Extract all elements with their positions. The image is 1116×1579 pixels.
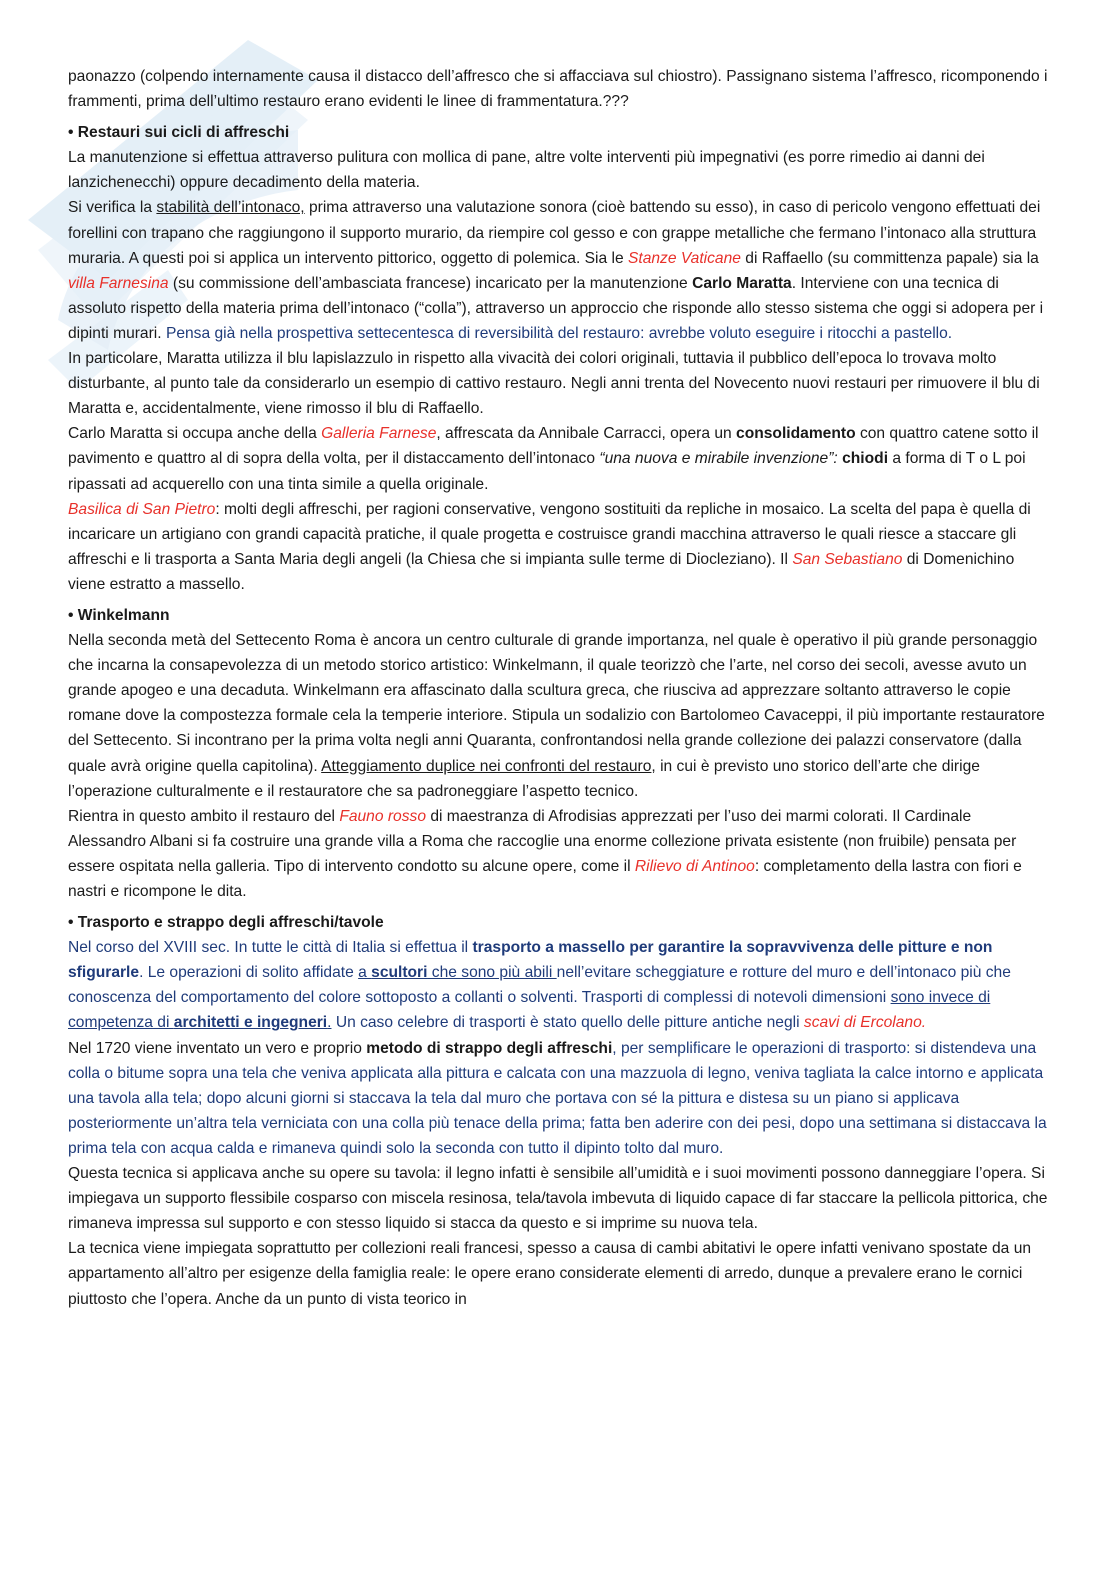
paragraph: Questa tecnica si applicava anche su opere su tavola: il legno infatti è sensibile all’umidità e i suoi movimenti possono danneggiare l’opera. Si impiegava un supporto flessibile cosparso con miscela resinosa, tela/tavola imbevuta di liquido capace di far staccare la pellicola pittorica, che rimaneva impressa sul supporto e con stesso liquido si stacca da questo e si imprime su nuova tela.: [68, 1165, 1048, 1233]
quote: “una nuova e mirabile invenzione”:: [599, 450, 838, 468]
paragraph: Basilica di San Pietro: molti degli affreschi, per ragioni conservative, vengono sostituiti da repliche in mosaico. La scelta del papa è quella di incaricare un artigiano con grandi capacità pratiche, il quale progetta e costruisce grandi macchina attraverso le quali riesce a staccare gli affreschi e li trasporta a Santa Maria degli angeli (la Chiesa che si impianta sulle terme di Diocleziano). Il San Sebastiano di Domenichino viene estratto a massello.: [68, 500, 1031, 593]
section-heading-winkelmann: • Winkelmann: [68, 606, 170, 624]
paragraph: Rientra in questo ambito il restauro del Fauno rosso di maestranza di Afrodisias apprezzati per l’uso dei marmi colorati. Il Cardinale Alessandro Albani si fa costruire una grande villa a Roma che raccoglie una enorme collezione privata esistente (non fruibile) pensata per essere ospitata nella galleria. Tipo di intervento condotto su alcune opere, come il Rilievo di Antinoo: completamento della lastra con fiori e nastri e ricompone le dita.: [68, 807, 1022, 900]
paragraph: Nella seconda metà del Settecento Roma è ancora un centro culturale di grande importanza, nel quale è operativo il più grande personaggio che incarna la consapevolezza di un metodo storico artistico: Winkelmann, il quale teorizzò che l’arte, nel corso dei secoli, avesse avuto un grande apogeo e una decaduta. Winkelmann era affascinato dalla scultura greca, che riusciva ad apprezzare soltanto attraverso le copie romane dove la compostezza formale cela la temperie interiore. Stipula un sodalizio con Bartolomeo Cavaceppi, il più importante restauratore del Settecento. Si incontrano per la prima volta negli anni Quaranta, confrontandosi nella grande collezione dei palazzi conservatore (dalla quale avrà origine quella capitolina). Atteggiamento duplice nei confronti del restauro, in cui è previsto uno storico dell’arte che dirige l’operazione culturalmente e il restauratore che sa padroneggiare l’aspetto tecnico.: [68, 632, 1045, 800]
bold-term: trasporto a massello per garantire la sopravvivenza delle pitture e non sfigurarle: [68, 939, 993, 982]
bold-name: Carlo Maratta: [692, 274, 792, 292]
artwork-title: Galleria Farnese: [321, 425, 437, 443]
artwork-title: scavi di Ercolano.: [803, 1014, 927, 1032]
artwork-title: Stanze Vaticane: [627, 249, 741, 267]
bold-term: metodo di strappo degli affreschi: [366, 1039, 613, 1057]
underlined-text: Atteggiamento duplice nei confronti del restauro: [321, 757, 652, 775]
artwork-title: Basilica di San Pietro: [68, 500, 216, 518]
bold-term: consolidamento: [736, 425, 856, 443]
artwork-title: Rilievo di Antinoo: [634, 857, 755, 875]
paragraph: Si verifica la stabilità dell’intonaco, prima attraverso una valutazione sonora (cioè battendo su esso), in caso di pericolo vengono effettuati dei forellini con trapano che raggiungono il supporto murario, da riempire col gesso e con grappe metalliche che fermano l’intonaco alla struttura muraria. A questi poi si applica un intervento pittorico, oggetto di polemica. Sia le Stanze Vaticane di Raffaello (su committenza papale) sia la villa Farnesina (su commissione dell’ambasciata francese) incaricato per la manutenzione Carlo Maratta. Interviene con una tecnica di assoluto rispetto della materia prima dell’intonaco (“colla”), attraverso un approccio che risponde allo stesso sistema che oggi si adopera per i dipinti murari. Pensa già nella prospettiva settecentesca di reversibilità del restauro: avrebbe voluto eseguire i ritocchi a pastello.: [68, 199, 1044, 342]
artwork-title: Fauno rosso: [339, 807, 426, 825]
paragraph: La manutenzione si effettua attraverso pulitura con mollica di pane, altre volte interventi più impegnativi (es porre rimedio ai danni dei lanzichenecchi) oppure decadimento della materia.: [68, 149, 985, 192]
blue-note: Pensa già nella prospettiva settecentesca di reversibilità del restauro: avrebbe voluto eseguire i ritocchi a pastello.: [165, 324, 953, 342]
bold-term: scultori: [371, 964, 428, 982]
paragraph: Carlo Maratta si occupa anche della Galleria Farnese, affrescata da Annibale Carracci, opera un consolidamento con quattro catene sotto il pavimento e quattro al di sopra della volta, per il distaccamento dell’intonaco “una nuova e mirabile invenzione”: chiodi a forma di T o L poi ripassati ad acquerello con una tinta simile a quella originale.: [68, 425, 1039, 493]
section-heading-restauri: • Restauri sui cicli di affreschi: [68, 124, 290, 142]
paragraph: La tecnica viene impiegata soprattutto per collezioni reali francesi, spesso a causa di cambi abitativi le opere infatti venivano spostate da un appartamento all’altro per esigenze della famiglia reale: le opere erano considerate elementi di arredo, dunque a prevalere erano le cornici piuttosto che l’opera. Anche da un punto di vista teorico in: [68, 1240, 1032, 1308]
intro-paragraph: [68, 64, 1052, 114]
bold-term: architetti e ingegneri: [173, 1014, 328, 1032]
document-body: [68, 64, 1052, 1312]
artwork-title: villa Farnesina: [68, 274, 169, 292]
bold-term: chiodi: [842, 450, 889, 468]
paragraph: Nel corso del XVIII sec. In tutte le città di Italia si effettua il trasporto a massello per garantire la sopravvivenza delle pitture e non sfigurarle. Le operazioni di solito affidate a scultori che sono più abili nell’evitare scheggiature e rotture del muro e dell’intonaco più che conoscenza del comportamento del colore sottoposto a collanti o solventi. Trasporti di complessi di notevoli dimensioni sono invece di competenza di architetti e ingegneri. Un caso celebre di trasporti è stato quello delle pitture antiche negli scavi di Ercolano.: [68, 939, 1011, 1032]
artwork-title: San Sebastiano: [792, 550, 903, 568]
section-heading-trasporto: • Trasporto e strappo degli affreschi/tavole: [68, 914, 384, 932]
underlined-text: stabilità dell’intonaco,: [156, 199, 305, 217]
intro-text: paonazzo (colpendo internamente causa il distacco dell’affresco che si affacciava sul chiostro). Passignano sistema l’affresco, ricomponendo i frammenti, prima dell’ultimo restauro erano evidenti le linee di frammentatura.???: [68, 68, 1048, 111]
paragraph: In particolare, Maratta utilizza il blu lapislazzulo in rispetto alla vivacità dei colori originali, tuttavia il pubblico dell’epoca lo trovava molto disturbante, al punto tale da considerarlo un esempio di cattivo restauro. Negli anni trenta del Novecento nuovi restauri per rimuovere il blu di Maratta e, accidentalmente, viene rimosso il blu di Raffaello.: [68, 350, 1040, 418]
paragraph: Nel 1720 viene inventato un vero e proprio metodo di strappo degli affreschi, per semplificare le operazioni di trasporto: si distendeva una colla o bitume sopra una tela che veniva applicata alla pittura e calcata con una mazzuola di legno, veniva tagliata la calce intorno e applicata una tavola alla tela; dopo alcuni giorni si staccava la tela dal muro che portava con sé la pittura e distesa su un piano si applicava posteriormente un’altra tela verniciata con una colla più tenace della prima; fatta ben aderire con dei pesi, dopo una settimana si distaccava la prima tela con acqua calda e rimaneva quindi solo la seconda con tutto il dipinto tolto dal muro.: [68, 1039, 1047, 1157]
